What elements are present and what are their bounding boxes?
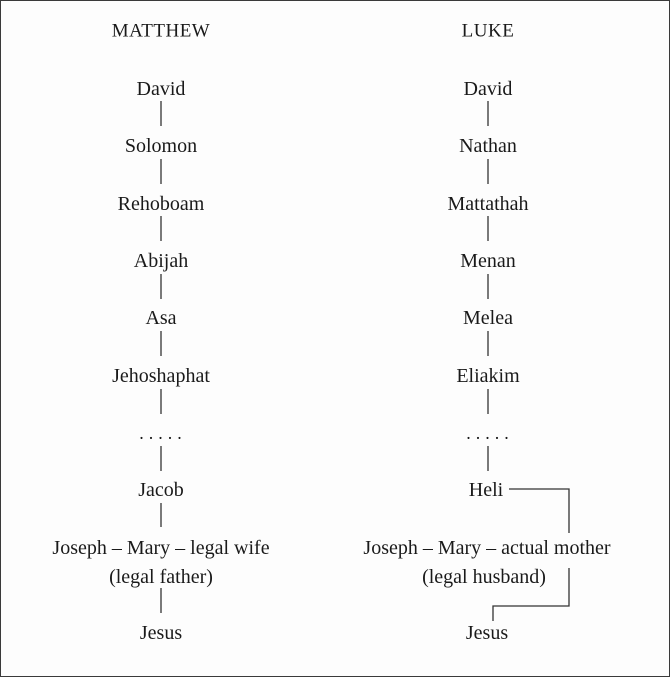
matthew-name: Abijah — [133, 250, 189, 272]
matthew-header: MATTHEW — [111, 20, 211, 42]
matthew-name: Jehoshaphat — [112, 365, 210, 387]
luke-name: Eliakim — [456, 365, 520, 387]
luke-name: Heli — [468, 479, 504, 501]
heli-mary-connector — [509, 489, 569, 533]
luke-jesus: Jesus — [465, 622, 509, 644]
luke-joseph-note: (legal husband) — [422, 566, 546, 588]
matthew-name: David — [136, 78, 186, 100]
luke-ellipsis: ..... — [466, 423, 514, 443]
luke-header: LUKE — [461, 20, 515, 42]
luke-name: Nathan — [459, 135, 517, 157]
connector-lines — [1, 1, 669, 676]
luke-name: Menan — [460, 250, 516, 272]
luke-name: David — [463, 78, 513, 100]
matthew-name: Solomon — [124, 135, 198, 157]
matthew-ellipsis: ..... — [139, 423, 187, 443]
matthew-name: Asa — [145, 307, 177, 329]
matthew-joseph-line: Joseph – Mary – legal wife — [52, 537, 270, 559]
matthew-joseph-note: (legal father) — [109, 566, 213, 588]
matthew-jesus: Jesus — [139, 622, 183, 644]
matthew-name: Jacob — [138, 479, 184, 501]
luke-name: Melea — [463, 307, 513, 329]
luke-name: Mattathah — [447, 193, 529, 215]
luke-joseph-line: Joseph – Mary – actual mother — [363, 537, 611, 559]
matthew-name: Rehoboam — [117, 193, 205, 215]
